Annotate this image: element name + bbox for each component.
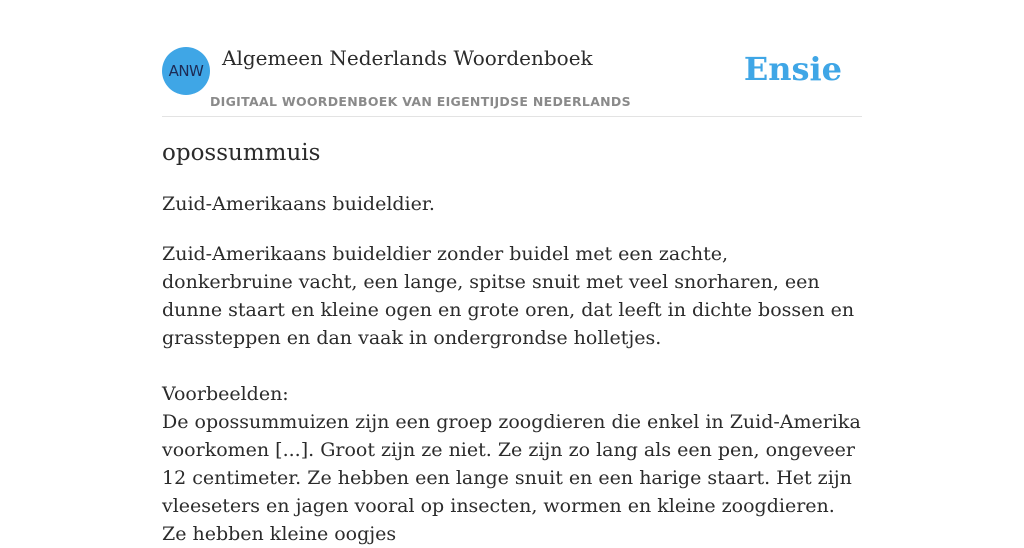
examples-label: Voorbeelden: <box>162 383 289 405</box>
entry-long-definition: Zuid-Amerikaans buideldier zonder buidel met een zachte, donkerbruine vacht, een lange, spitse snuit met veel snorharen, een dunne staart en kleine ogen en grote oren, dat leeft in dichte bossen en grassteppen en dan vaak in ondergrondse holletjes. <box>162 243 855 349</box>
site-header <box>162 0 862 117</box>
paragraph-spacer <box>162 352 862 380</box>
example-text: De opossummuizen zijn een groep zoogdieren die enkel in Zuid-Amerika voorkomen [...]. Groot zijn ze niet. Ze zijn zo lang als een pen, ongeveer 12 centimeter. Ze hebben een lange snuit en een harige staart. Het zijn vleeseters en jagen vooral op insecten, wormen en kleine zoogdieren. Ze hebben kleine oogjes <box>162 411 861 545</box>
site-subtitle: DIGITAAL WOORDENBOEK VAN EIGENTIJDSE NEDERLANDS <box>210 94 631 109</box>
page-container <box>162 0 862 545</box>
entry-headword: opossummuis <box>162 140 321 166</box>
site-title[interactable]: Algemeen Nederlands Woordenboek <box>222 46 593 70</box>
entry-body <box>162 240 862 548</box>
logo-text: ANW <box>168 62 204 80</box>
ensie-brand-link[interactable]: Ensie <box>743 50 842 88</box>
entry-short-definition: Zuid-Amerikaans buideldier. <box>162 193 435 215</box>
anw-logo[interactable] <box>162 47 210 95</box>
